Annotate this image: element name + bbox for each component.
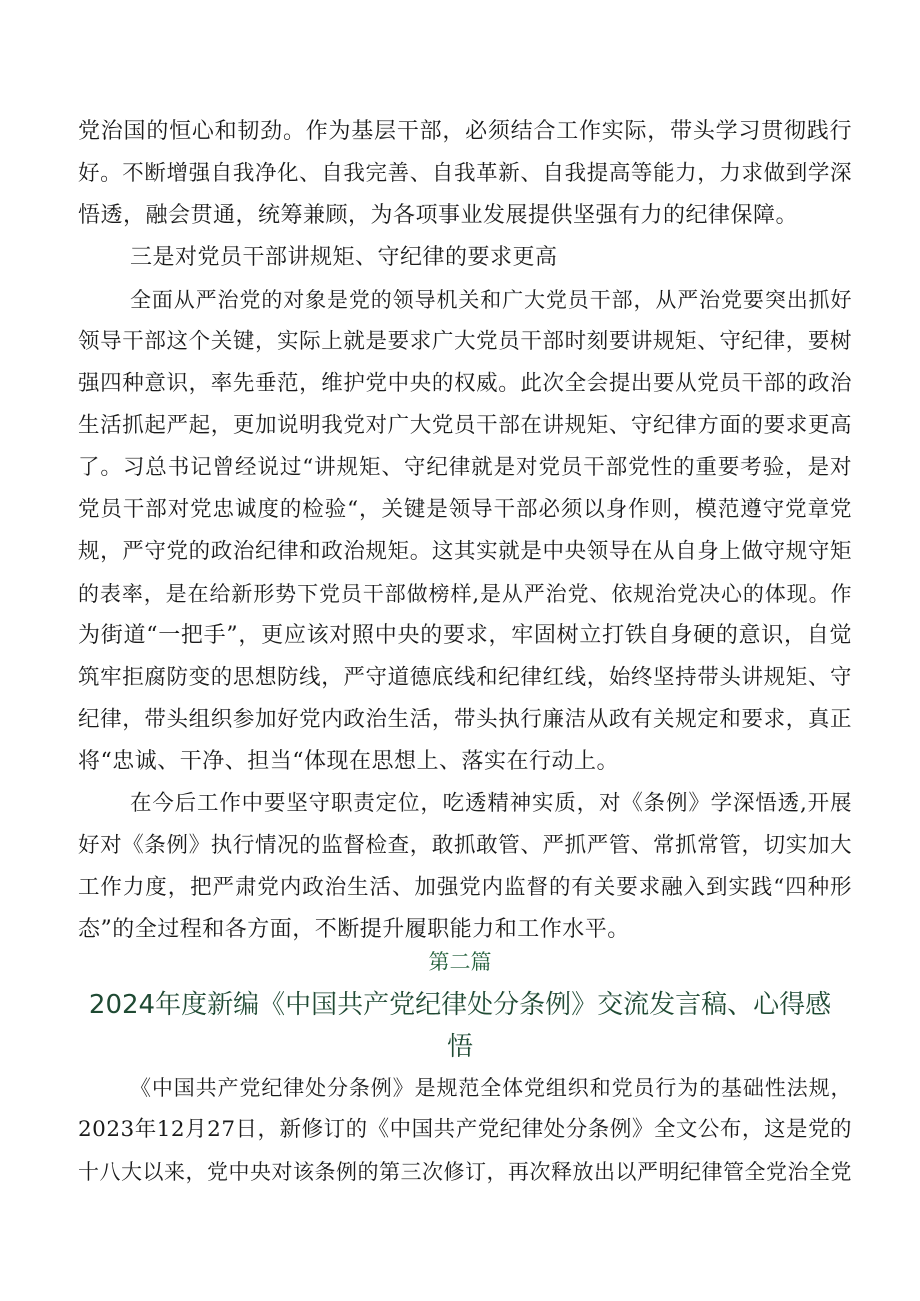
- paragraph-line: 为街道“一把手”，更应该对照中央的要求，牢固树立打铁自身硬的意识，自觉: [78, 623, 852, 648]
- section-heading: 三是对党员干部讲规矩、守纪律的要求更高: [130, 245, 558, 270]
- paragraph-line: 将“忠诚、干净、担当“体现在思想上、落实在行动上。: [78, 749, 619, 774]
- continuation-line: 好。不断增强自我净化、自我完善、自我革新、自我提高等能力，力求做到学深: [78, 161, 852, 186]
- paragraph-line: 党员干部对党忠诚度的检验“，关键是领导干部必须以身作则，模范遵守党章党: [78, 497, 852, 522]
- paragraph-line: 筑牢拒腐防变的思想防线，严守道德底线和纪律红线，始终坚持带头讲规矩、守: [78, 665, 852, 690]
- continuation-line: 悟透，融会贯通，统筹兼顾，为各项事业发展提供坚强有力的纪律保障。: [78, 203, 799, 228]
- paragraph-line: 规，严守党的政治纪律和政治规矩。这其实就是中央领导在从自身上做守规守矩: [78, 539, 852, 564]
- paragraph-line: 工作力度，把严肃党内政治生活、加强党内监督的有关要求融入到实践“四种形: [78, 875, 852, 900]
- paragraph-line: 《中国共产党纪律处分条例》是规范全体党组织和党员行为的基础性法规，: [130, 1076, 852, 1100]
- paragraph-line: 了。习总书记曾经说过“讲规矩、守纪律就是对党员干部党性的重要考验，是对: [78, 455, 852, 480]
- paragraph-line: 全面从严治党的对象是党的领导机关和广大党员干部，从严治党要突出抓好: [130, 288, 852, 312]
- paragraph-line: 强四种意识，率先垂范，维护党中央的权威。此次全会提出要从党员干部的政治: [78, 371, 852, 396]
- paragraph-line: 2023年12月27日，新修订的《中国共产党纪律处分条例》全文公布，这是党的: [78, 1117, 852, 1142]
- paragraph-line: 生活抓起严起，更加说明我党对广大党员干部在讲规矩、守纪律方面的要求更高: [78, 413, 852, 438]
- paragraph-line: 在今后工作中要坚守职责定位，吃透精神实质，对《条例》学深悟透,开展: [130, 791, 852, 816]
- paragraph-line: 态”的全过程和各方面，不断提升履职能力和工作水平。: [78, 917, 630, 942]
- paragraph-line: 领导干部这个关键，实际上就是要求广大党员干部时刻要讲规矩、守纪律，要树: [78, 329, 852, 354]
- paragraph-line: 纪律，带头组织参加好党内政治生活，带头执行廉洁从政有关规定和要求，真正: [78, 707, 852, 732]
- paragraph-line: 的表率，是在给新形势下党员干部做榜样,是从严治党、依规治党决心的体现。作: [78, 582, 852, 606]
- part-label: 第二篇: [428, 950, 492, 974]
- article-title-line: 悟: [446, 1032, 473, 1062]
- continuation-line: 党治国的恒心和韧劲。作为基层干部，必须结合工作实际，带头学习贯彻践行: [78, 119, 852, 144]
- paragraph-line: 十八大以来，党中央对该条例的第三次修订，再次释放出以严明纪律管全党治全党: [78, 1160, 852, 1184]
- article-title-line: 2024年度新编《中国共产党纪律处分条例》交流发言稿、心得感: [88, 990, 832, 1020]
- paragraph-line: 好对《条例》执行情况的监督检查，敢抓敢管、严抓严管、常抓常管，切实加大: [78, 833, 852, 858]
